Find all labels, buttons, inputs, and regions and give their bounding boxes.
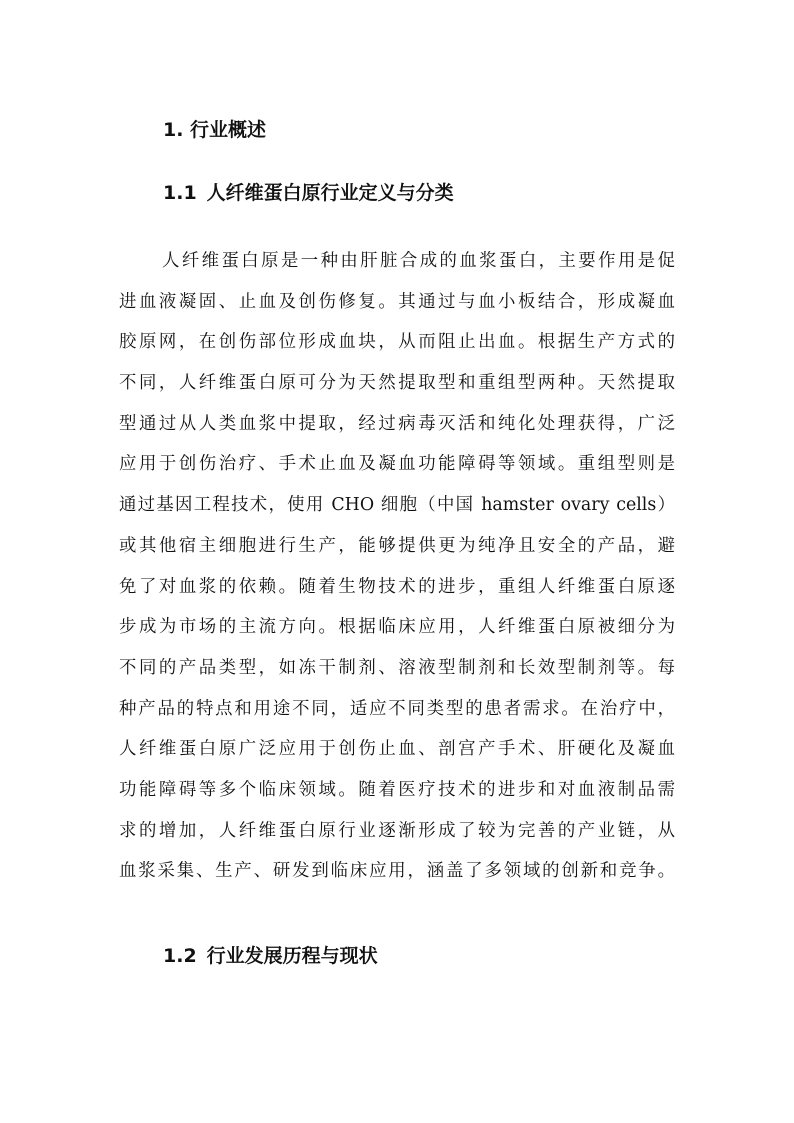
section-title: 行业发展历程与现状 xyxy=(206,945,378,967)
paragraph-line: 或其他宿主细胞进行生产，能够提供更为纯净且安全的产品，避 xyxy=(119,535,675,556)
section-title: 人纤维蛋白原行业定义与分类 xyxy=(206,182,454,204)
paragraph-line: 步成为市场的主流方向。根据临床应用，人纤维蛋白原被细分为 xyxy=(119,617,675,638)
section-number: 1.1 xyxy=(163,182,197,204)
paragraph-line: 进血液凝固、止血及创伤修复。其通过与血小板结合，形成凝血 xyxy=(119,291,675,312)
paragraph-line: 不同的产品类型，如冻干制剂、溶液型制剂和长效型制剂等。每 xyxy=(119,657,675,678)
chapter-heading: 1. 行业概述 xyxy=(163,119,267,141)
paragraph-line: 种产品的特点和用途不同，适应不同类型的患者需求。在治疗中， xyxy=(119,698,675,719)
paragraph-line: 胶原网，在创伤部位形成血块，从而阻止出血。根据生产方式的 xyxy=(119,332,675,353)
section-number: 1.2 xyxy=(163,945,197,967)
paragraph-line: 不同，人纤维蛋白原可分为天然提取型和重组型两种。天然提取 xyxy=(119,373,675,394)
paragraph-line: 求的增加，人纤维蛋白原行业逐渐形成了较为完善的产业链，从 xyxy=(119,820,675,841)
section-heading-1-1 xyxy=(163,179,454,207)
paragraph-line: 功能障碍等多个临床领域。随着医疗技术的进步和对血液制品需 xyxy=(119,779,675,800)
paragraph-line: 免了对血浆的依赖。随着生物技术的进步，重组人纤维蛋白原逐 xyxy=(119,576,675,597)
paragraph-line: 人纤维蛋白原广泛应用于创伤止血、剖宫产手术、肝硬化及凝血 xyxy=(119,739,675,760)
paragraph-line: 通过基因工程技术，使用 CHO 细胞（中国 hamster ovary cells） xyxy=(119,495,675,516)
paragraph-line: 血浆采集、生产、研发到临床应用，涵盖了多领域的创新和竞争。 xyxy=(119,861,675,882)
body-paragraph xyxy=(119,241,675,892)
paragraph-line: 应用于创伤治疗、手术止血及凝血功能障碍等领域。重组型则是 xyxy=(119,454,675,475)
paragraph-line: 人纤维蛋白原是一种由肝脏合成的血浆蛋白，主要作用是促 xyxy=(162,251,675,271)
section-heading-1-2 xyxy=(163,942,378,970)
paragraph-line: 型通过从人类血浆中提取，经过病毒灭活和纯化处理获得，广泛 xyxy=(119,413,675,434)
